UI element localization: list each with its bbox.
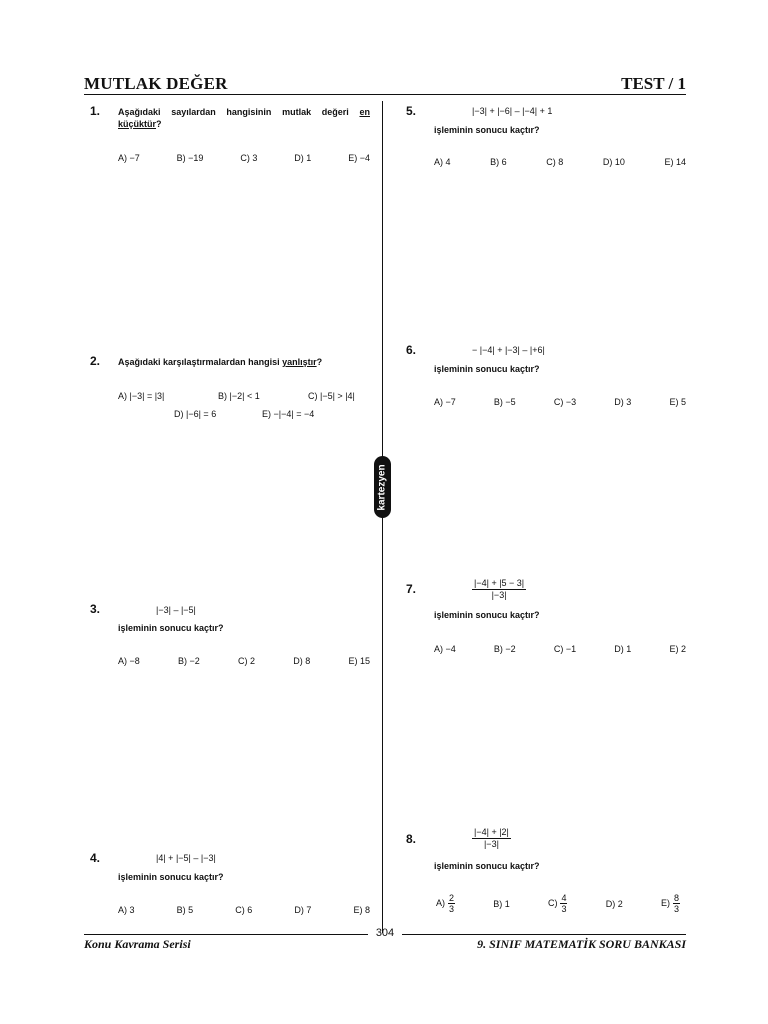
question-6-option-c[interactable]: C) −3 xyxy=(553,397,577,407)
question-4-options xyxy=(118,905,370,915)
question-8-denominator: |−3| xyxy=(483,839,499,849)
question-5-prompt: işleminin sonucu kaçtır? xyxy=(434,125,540,135)
question-6-option-b[interactable]: B) −5 xyxy=(493,397,516,407)
question-7-option-d[interactable]: D) 1 xyxy=(614,644,632,654)
question-5-option-c[interactable]: C) 8 xyxy=(546,157,564,167)
question-3-option-e[interactable]: E) 15 xyxy=(348,656,370,666)
test-title: MUTLAK DEĞER xyxy=(84,74,228,93)
question-6-options xyxy=(434,397,686,407)
question-2-option-e[interactable]: E) −|−4| = −4 xyxy=(262,409,315,419)
question-2-text xyxy=(118,356,380,368)
question-7-numerator: |−4| + |5 − 3| xyxy=(474,578,525,588)
footer-rule-left xyxy=(84,934,368,935)
question-1-option-c[interactable]: C) 3 xyxy=(240,153,258,163)
footer-book-title: 9. SINIF MATEMATİK SORU BANKASI xyxy=(477,937,686,951)
question-4-prompt: işleminin sonucu kaçtır? xyxy=(118,872,224,882)
question-3-option-a[interactable]: A) −8 xyxy=(118,656,140,666)
question-4-option-c[interactable]: C) 6 xyxy=(235,905,253,915)
question-8-option-c-fraction xyxy=(560,893,567,914)
question-3-prompt: işleminin sonucu kaçtır? xyxy=(118,623,224,633)
publisher-logo xyxy=(374,456,391,518)
question-7-option-e[interactable]: E) 2 xyxy=(669,644,686,654)
footer-series: Konu Kavrama Serisi xyxy=(84,937,191,951)
question-5-number: 5. xyxy=(406,104,417,118)
question-3-option-b[interactable]: B) −2 xyxy=(177,656,200,666)
question-3-expression: |−3| – |−5| xyxy=(156,605,196,615)
question-8-numerator: |−4| + |2| xyxy=(474,827,509,837)
question-3-number: 3. xyxy=(90,602,101,616)
question-8-options xyxy=(436,893,680,914)
question-3-option-c[interactable]: C) 2 xyxy=(237,656,255,666)
question-8-option-e-fraction xyxy=(673,893,680,914)
question-8-number: 8. xyxy=(406,832,417,846)
question-6-option-d[interactable]: D) 3 xyxy=(614,397,632,407)
question-1-option-a[interactable]: A) −7 xyxy=(118,153,140,163)
question-7-option-a[interactable]: A) −4 xyxy=(434,644,456,654)
question-8-option-d[interactable]: D) 2 xyxy=(605,898,623,909)
question-5-option-a[interactable]: A) 4 xyxy=(434,157,451,167)
question-8-option-c[interactable] xyxy=(548,893,568,914)
question-6-option-a[interactable]: A) −7 xyxy=(434,397,456,407)
question-6-expression: − |−4| + |−3| – |+6| xyxy=(472,345,545,355)
page-number: 304 xyxy=(375,927,395,939)
test-number: TEST / 1 xyxy=(621,74,686,93)
question-1-text-pre: Aşağıdaki sayılardan hangisinin mutlak değeri xyxy=(118,107,360,117)
question-1-text xyxy=(118,106,370,130)
question-7-option-c[interactable]: C) −1 xyxy=(553,644,577,654)
question-4-option-d[interactable]: D) 7 xyxy=(294,905,312,915)
question-2-option-c[interactable]: C) |−5| > |4| xyxy=(308,391,355,401)
question-8-option-a[interactable] xyxy=(436,893,455,914)
question-3-options xyxy=(118,656,370,666)
question-4-option-b[interactable]: B) 5 xyxy=(176,905,194,915)
question-8-fraction xyxy=(472,827,511,850)
question-6-prompt: işleminin sonucu kaçtır? xyxy=(434,364,540,374)
question-1-number: 1. xyxy=(90,104,101,118)
question-1-text-post: ? xyxy=(156,119,162,129)
question-8-option-b[interactable]: B) 1 xyxy=(493,898,510,909)
question-1-options xyxy=(118,153,370,163)
question-5-option-d[interactable]: D) 10 xyxy=(602,157,625,167)
question-8-prompt: işleminin sonucu kaçtır? xyxy=(434,861,540,871)
footer-rule-right xyxy=(402,934,686,935)
question-3-option-d[interactable]: D) 8 xyxy=(293,656,311,666)
question-7-prompt: işleminin sonucu kaçtır? xyxy=(434,610,540,620)
question-5-option-b[interactable]: B) 6 xyxy=(490,157,507,167)
question-4-option-e[interactable]: E) 8 xyxy=(353,905,370,915)
question-8-option-c-den: 3 xyxy=(561,904,567,914)
question-1-option-b[interactable]: B) −19 xyxy=(176,153,204,163)
question-8-option-a-num: 2 xyxy=(449,893,455,903)
question-8-option-e-label: E) xyxy=(660,897,670,908)
question-4-number: 4. xyxy=(90,851,101,865)
question-5-option-e[interactable]: E) 14 xyxy=(664,157,686,167)
question-1-option-d[interactable]: D) 1 xyxy=(294,153,312,163)
question-7-fraction xyxy=(472,578,526,601)
question-2-option-a[interactable]: A) |−3| = |3| xyxy=(118,391,165,401)
question-6-number: 6. xyxy=(406,343,417,357)
question-8-option-a-den: 3 xyxy=(449,904,455,914)
question-7-number: 7. xyxy=(406,582,417,596)
question-1-option-e[interactable]: E) −4 xyxy=(348,153,370,163)
question-2-text-underlined: yanlıştır xyxy=(282,357,317,367)
question-8-option-e-den: 3 xyxy=(673,904,679,914)
question-7-option-b[interactable]: B) −2 xyxy=(493,644,516,654)
question-4-option-a[interactable]: A) 3 xyxy=(118,905,135,915)
question-8-option-e-num: 8 xyxy=(673,893,679,903)
publisher-logo-text: kartezyen xyxy=(377,463,389,511)
question-8-option-a-label: A) xyxy=(436,897,445,908)
question-8-option-e[interactable] xyxy=(661,893,680,914)
question-5-options xyxy=(434,157,686,167)
header-rule xyxy=(84,94,686,95)
question-5-expression: |−3| + |−6| – |−4| + 1 xyxy=(472,106,553,116)
question-2-text-pre: Aşağıdaki karşılaştırmalardan hangisi xyxy=(118,357,283,367)
question-2-option-d[interactable]: D) |−6| = 6 xyxy=(174,409,217,419)
question-2-option-b[interactable]: B) |−2| < 1 xyxy=(218,391,260,401)
question-6-option-e[interactable]: E) 5 xyxy=(669,397,686,407)
question-4-expression: |4| + |−5| – |−3| xyxy=(156,853,216,863)
question-8-option-c-num: 4 xyxy=(561,893,567,903)
question-2-text-post: ? xyxy=(316,357,323,367)
question-8-option-c-label: C) xyxy=(547,897,558,908)
question-8-option-a-fraction xyxy=(448,893,455,914)
question-7-options xyxy=(434,644,686,654)
question-1-text-underlined: en küçüktür xyxy=(118,107,370,129)
question-2-number: 2. xyxy=(90,354,101,368)
question-7-denominator: |−3| xyxy=(491,590,507,600)
